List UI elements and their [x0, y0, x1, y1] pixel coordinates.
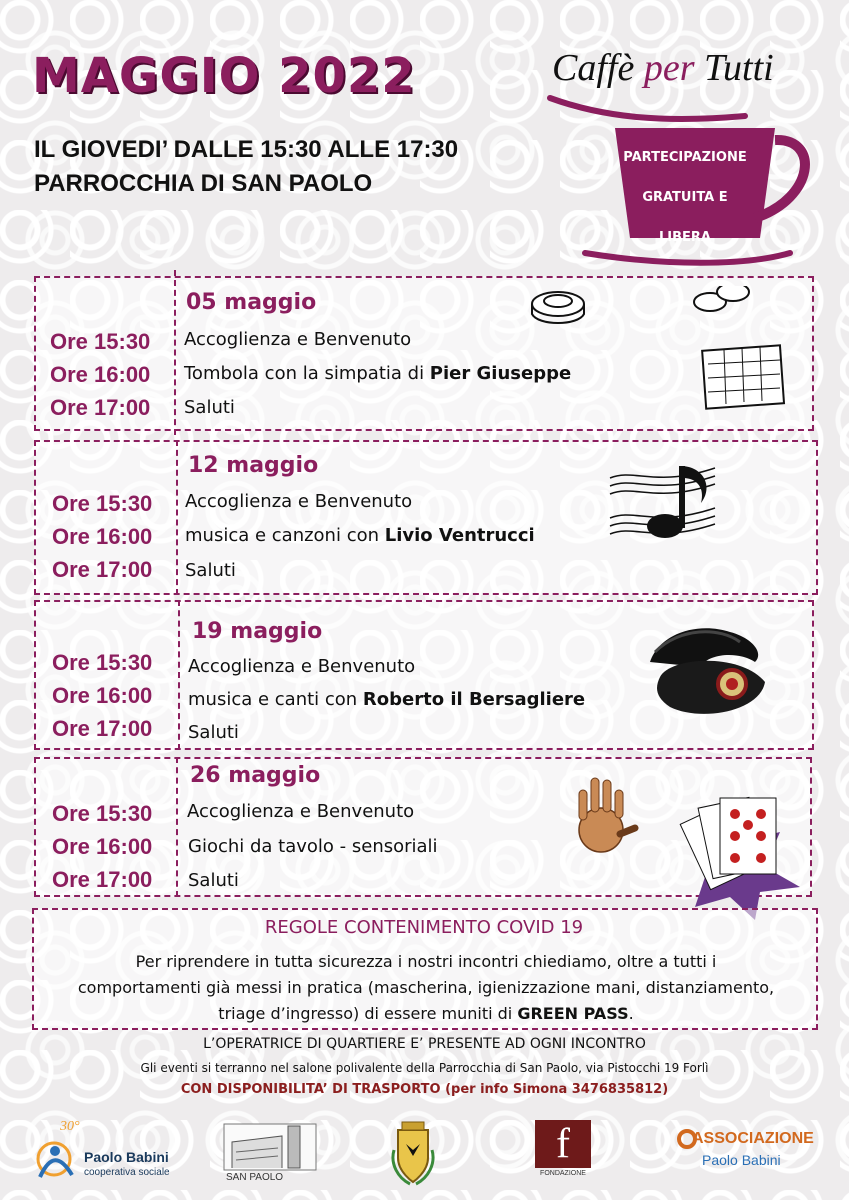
event-activity-text: musica e canzoni con: [185, 525, 385, 546]
covid-text: .: [628, 1004, 634, 1023]
event-time: Ore 16:00: [50, 362, 151, 387]
event-activity-text: Giochi da tavolo - sensoriali: [188, 836, 438, 857]
coat-of-arms-icon: [390, 1120, 436, 1186]
event-date: 05 maggio: [186, 290, 317, 315]
fondazione-logo: [535, 1120, 591, 1182]
schedule-line: IL GIOVEDI’ DALLE 15:30 ALLE 17:30: [34, 136, 459, 163]
green-pass-label: GREEN PASS: [517, 1004, 629, 1023]
san-paolo-label: SAN PAOLO: [226, 1172, 284, 1183]
event-date: 26 maggio: [190, 763, 321, 788]
operator-note: L’OPERATRICE DI QUARTIERE E’ PRESENTE AD OGNI INCONTRO: [203, 1036, 646, 1052]
cup-text-line2: GRATUITA E: [642, 190, 728, 205]
location-note: Gli eventi si terranno nel salone polivalente della Parrocchia di San Paolo, via Pistocchi 19 Forlì: [140, 1061, 709, 1075]
brand-name-part1: Caffè: [552, 47, 644, 89]
divider-line: [176, 440, 178, 595]
event-time: Ore 17:00: [50, 395, 151, 420]
event-activity: [188, 689, 585, 710]
event-date: 12 maggio: [188, 453, 319, 478]
event-time: Ore 15:30: [52, 801, 153, 826]
event-time: Ore 16:00: [52, 683, 153, 708]
bersagliere-hat-icon: [640, 622, 770, 722]
event-activity: [185, 525, 535, 546]
event-guest: Livio Ventrucci: [384, 525, 535, 546]
covid-text-line: [36, 1001, 816, 1027]
brand-name: [552, 46, 774, 90]
covid-text-line: comportamenti già messi in pratica (mascherina, igienizzazione mani, distanziamento,: [77, 978, 775, 997]
event-activity-text: Tombola con la simpatia di: [184, 363, 430, 384]
associazione-logo: [676, 1128, 826, 1178]
babini-sub: cooperativa sociale: [84, 1167, 170, 1178]
event-time: Ore 16:00: [52, 524, 153, 549]
cup-text-line3: LIBERA: [659, 230, 711, 245]
event-activity: Saluti: [184, 397, 235, 418]
tombola-icon: [528, 286, 798, 411]
brand-name-part3: Tutti: [694, 47, 774, 89]
divider-line: [176, 757, 178, 897]
event-time: Ore 15:30: [50, 329, 151, 354]
divider-line: [178, 600, 180, 750]
associazione-name: ASSOCIAZIONE: [692, 1130, 814, 1147]
event-time: Ore 16:00: [52, 834, 153, 859]
associazione-sub: Paolo Babini: [702, 1152, 781, 1168]
event-time: Ore 17:00: [52, 867, 153, 892]
hand-and-cards-icon: [565, 772, 810, 922]
covid-text: triage d’ingresso) di essere muniti di: [218, 1004, 518, 1023]
event-guest: Roberto il Bersagliere: [362, 689, 586, 710]
transport-note: CON DISPONIBILITA’ DI TRASPORTO (per info Simona 3476835812): [180, 1082, 669, 1097]
event-time: Ore 15:30: [52, 491, 153, 516]
event-activity: Accoglienza e Benvenuto: [188, 656, 416, 677]
covid-title: REGOLE CONTENIMENTO COVID 19: [264, 917, 584, 938]
event-activity: [184, 363, 571, 384]
divider-line: [174, 270, 176, 435]
babini-name: Paolo Babini: [84, 1149, 169, 1165]
page-title: MAGGIO 2022: [32, 48, 416, 104]
event-time: Ore 17:00: [52, 557, 153, 582]
event-activity: [188, 836, 438, 857]
playing-cards-icon: [680, 797, 800, 920]
fondazione-label: FONDAZIONE: [540, 1170, 586, 1177]
anniversary-badge: 30°: [60, 1119, 80, 1134]
church-icon: [222, 1122, 318, 1172]
event-activity: Saluti: [188, 722, 239, 743]
hand-icon: [579, 778, 635, 852]
event-activity: Accoglienza e Benvenuto: [184, 329, 412, 350]
paolo-babini-logo: [30, 1119, 180, 1185]
music-note-icon: [605, 448, 725, 548]
place-line: PARROCCHIA DI SAN PAOLO: [34, 170, 373, 197]
covid-text-line: Per riprendere in tutta sicurezza i nostri incontri chiediamo, oltre a tutti i: [135, 952, 717, 971]
san-paolo-logo: [222, 1122, 318, 1186]
event-activity: Accoglienza e Benvenuto: [187, 801, 415, 822]
event-activity: Saluti: [185, 560, 236, 581]
event-activity: Saluti: [188, 870, 239, 891]
brand-name-part2: per: [643, 47, 695, 89]
fondazione-mark: f: [535, 1120, 591, 1168]
event-time: Ore 15:30: [52, 650, 153, 675]
event-guest: Pier Giuseppe: [429, 363, 572, 384]
event-activity: Accoglienza e Benvenuto: [185, 491, 413, 512]
event-time: Ore 17:00: [52, 716, 153, 741]
event-activity-text: musica e canti con: [188, 689, 363, 710]
cup-text-line1: PARTECIPAZIONE: [623, 150, 747, 165]
event-date: 19 maggio: [192, 619, 323, 644]
